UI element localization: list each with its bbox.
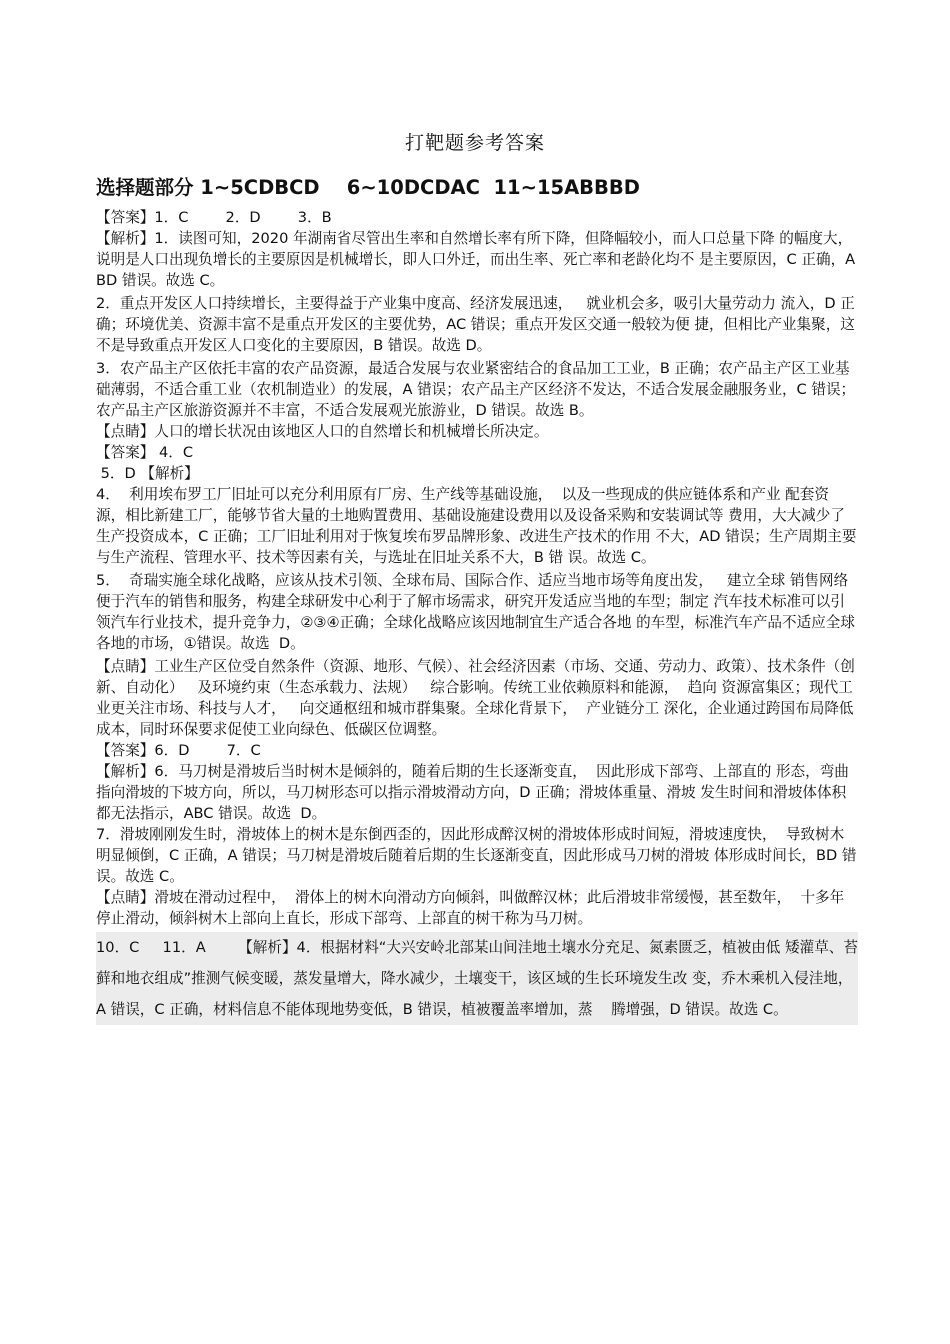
key-point-2: 【点睛】工业生产区位受自然条件（资源、地形、气候）、社会经济因素（市场、交通、劳动力、政策）、技术条件（创新、自动化） 及环境约束（生态承载力、法规） 综合影响。传统工业依赖原料和能源， 趋向 资源富集区；现代工业更关注市场、科技与人才， 向交通枢纽和城市群集聚。全球化背景下， 产业链分工 深化，企业通过跨国布局降低成本，同时环保要求促使工业向绿色、低碳区位调整。 bbox=[96, 658, 855, 738]
answer-analysis-10-11: 10．C 11．A 【解析】4．根据材料“大兴安岭北部某山间洼地土壤水分充足、氮素匮乏，植被由低 矮灌草、苔藓和地衣组成”推测气候变暖，蒸发量增大，降水减少，土壤变干，该区域的生长环境发生改 变，乔木乘机入侵洼地，A 错误，C 正确，材料信息不能体现地势变低，B 错误，植被覆盖率增加，蒸 腾增强，D 错误。故选 C。 bbox=[96, 932, 858, 1025]
answer-key-heading: 选择题部分 1~5CDBCD 6~10DCDAC 11~15ABBBD bbox=[96, 176, 640, 199]
analysis-q6: 【解析】6．马刀树是滑坡后当时树木是倾斜的，随着后期的生长逐渐变直， 因此形成下部弯、上部直的 形态，弯曲指向滑坡的下坡方向，所以，马刀树形态可以指示滑坡滑动方向，D 正确；滑坡体重量、滑坡 发生时间和滑坡体体积都无法指示，ABC 错误。故选 D。 bbox=[96, 763, 849, 822]
answer-body bbox=[96, 207, 858, 1025]
analysis-q3: 3．农产品主产区依托丰富的农产品资源，最适合发展与农业紧密结合的食品加工工业，B 正确；农产品主产区工业基础薄弱，不适合重工业（农机制造业）的发展，A 错误；农产品主产区经济不发达，不适合发展金融服务业，C 错误；农产品主产区旅游资源并不丰富，不适合发展观光旅游业，D 错误。故选 B。 bbox=[96, 360, 856, 419]
answer-line-1-3: 【答案】1．C 2．D 3．B bbox=[96, 209, 332, 226]
analysis-q5: 5． 奇瑞实施全球化战略，应该从技术引领、全球布局、国际合作、适应当地市场等角度出发， 建立全球 销售网络便于汽车的销售和服务，构建全球研发中心利于了解市场需求，研究开发适应当地的车型；制定 汽车技术标准可以引领汽车行业技术，提升竞争力，②③④正确；全球化战略应该因地制宜生产适合各地 的车型，标准汽车产品不适应全球各地的市场，①错误。故选 D。 bbox=[96, 572, 855, 652]
answer-line-4: 【答案】 4．C bbox=[96, 444, 194, 461]
answer-line-6-7: 【答案】6．D 7．C bbox=[96, 742, 261, 759]
key-point-1: 【点睛】人口的增长状况由该地区人口的自然增长和机械增长所决定。 bbox=[96, 423, 549, 440]
analysis-q1: 【解析】1．读图可知，2020 年湖南省尽管出生率和自然增长率有所下降，但降幅较小，而人口总量下降 的幅度大，说明是人口出现负增长的主要原因是机械增长，即人口外迁，而出生率、死亡率和老龄化均不 是主要原因，C 正确，ABD 错误。故选 C。 bbox=[96, 230, 856, 289]
analysis-q4: 4． 利用埃布罗工厂旧址可以充分利用原有厂房、生产线等基础设施， 以及一些现成的供应链体系和产业 配套资源，相比新建工厂，能够节省大量的土地购置费用、基础设施建设费用以及设备采购和安装调试等 费用，大大减少了生产投资成本，C 正确；工厂旧址利用对于恢复埃布罗品牌形象、改进生产技术的作用 不大，AD 错误；生产周期主要与生产流程、管理水平、技术等因素有关，与选址在旧址关系不大，B 错 误。故选 C。 bbox=[96, 486, 857, 566]
analysis-q2: 2．重点开发区人口持续增长，主要得益于产业集中度高、经济发展迅速， 就业机会多，吸引大量劳动力 流入，D 正确；环境优美、资源丰富不是重点开发区的主要优势，AC 错误；重点开发区交通一般较为便 捷，但相比产业集聚，这不是导致重点开发区人口变化的主要原因，B 错误。故选 D。 bbox=[96, 295, 855, 354]
page-title: 打靶题参考答案 bbox=[404, 132, 545, 154]
answer-line-5: 5．D 【解析】 bbox=[96, 465, 199, 482]
analysis-q7: 7．滑坡刚刚发生时，滑坡体上的树木是东倒西歪的，因此形成醉汉树的滑坡体形成时间短，滑坡速度快， 导致树木明显倾倒，C 正确，A 错误；马刀树是滑坡后随着后期的生长逐渐变直，因此形成马刀树的滑坡 体形成时间长，BD 错误。故选 C。 bbox=[96, 826, 857, 885]
key-point-3: 【点睛】滑坡在滑动过程中， 滑体上的树木向滑动方向倾斜，叫做醉汉林；此后滑坡非常缓慢，甚至数年， 十多年停止滑动，倾斜树木上部向上直长，形成下部弯、上部直的树干称为马刀树。 bbox=[96, 889, 845, 927]
